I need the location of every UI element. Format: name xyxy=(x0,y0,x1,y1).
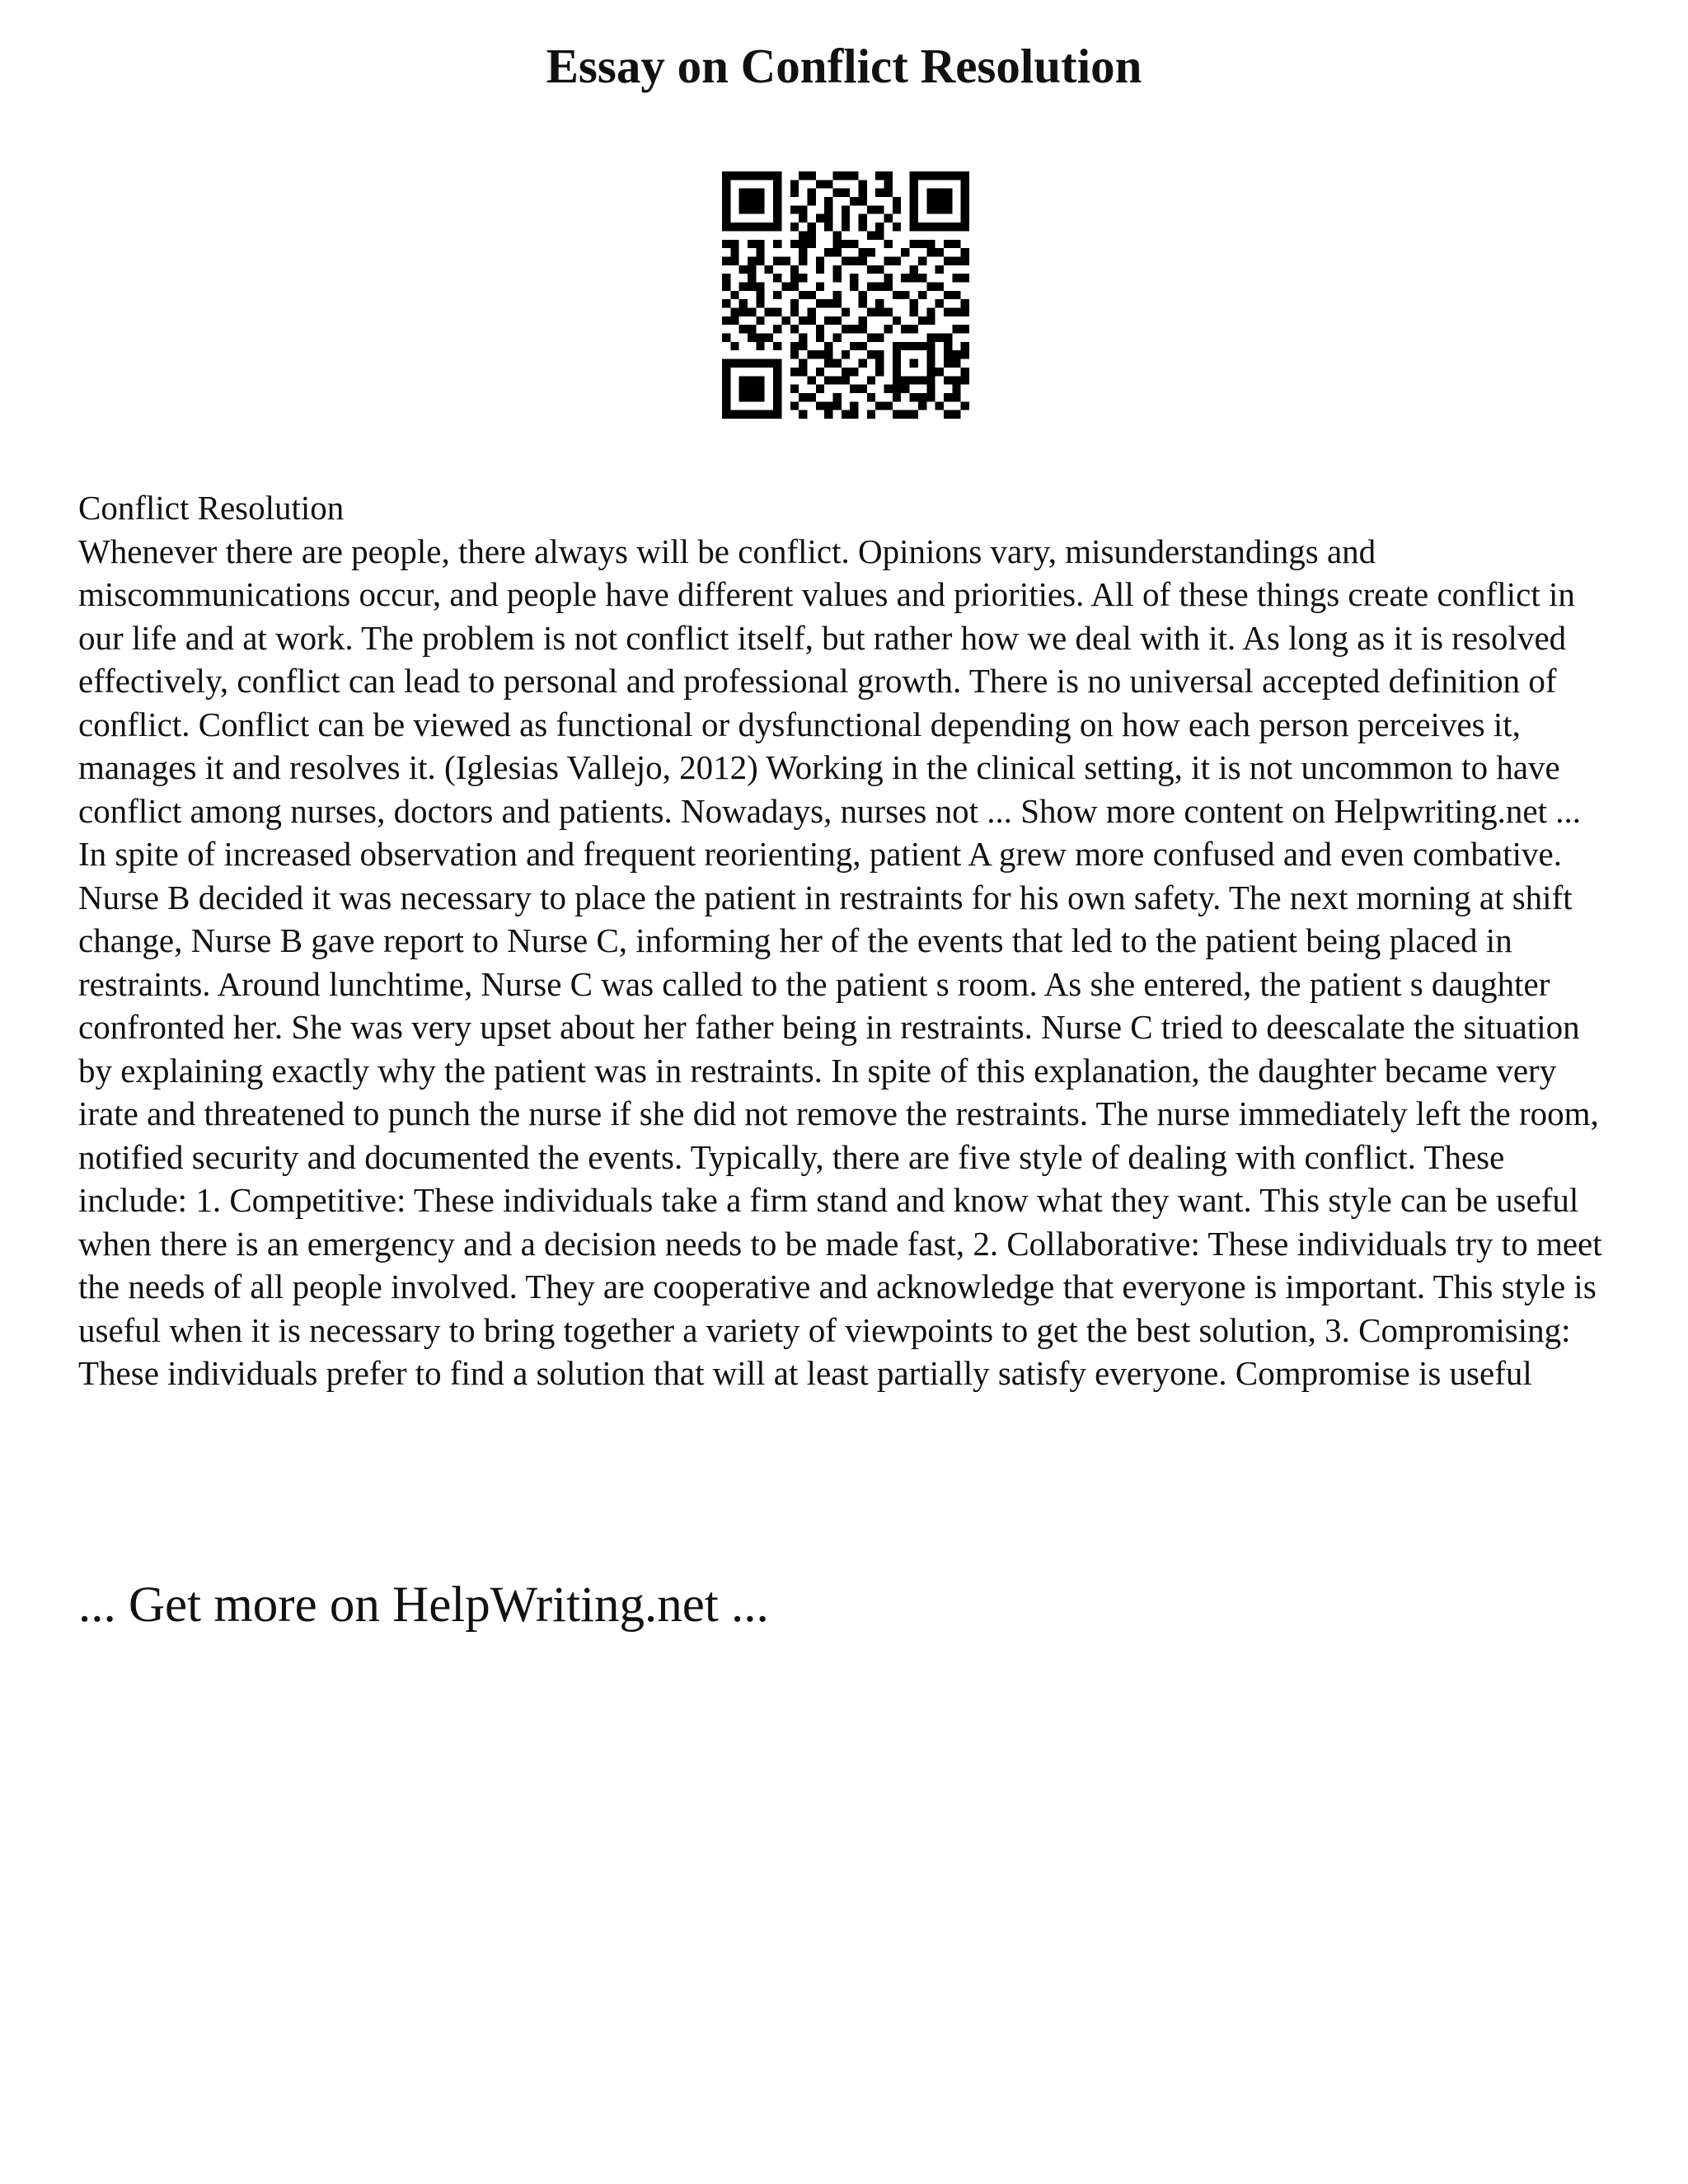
paragraph: In spite of increased observation and frequent reorienting, patient A grew more confused and even combative. Nurse B decided it was necessary to place the patient in restraints for his own safety. The next morning at shift change, Nurse B gave report to Nurse C, informing her of the events that led to the patient being placed in restraints. Around lunchtime, Nurse C was called to the patient s room. As she entered, the patient s daughter confronted her. She was very upset about her father being in restraints. Nurse C tried to deescalate the situation by explaining exactly why the patient was in restraints. In spite of this explanation, the daughter became very irate and threatened to punch the nurse if she did not remove the restraints. The nurse immediately left the room, notified security and documented the events. Typically, there are five style of dealing with conflict. These include: 1. Competitive: These individuals take a firm stand and know what they want. This style can be useful when there is an emergency and a decision needs to be made fast, 2. Collaborative: These individuals try to meet the needs of all people involved. They are cooperative and acknowledge that everyone is important. This style is useful when it is necessary to bring together a variety of viewpoints to get the best solution, 3. Compromising: These individuals prefer to find a solution that will at least partially satisfy everyone. Compromise is useful xyxy=(78,835,1602,1392)
document-title: Essay on Conflict Resolution xyxy=(546,39,1142,93)
paragraph: Whenever there are people, there always will be conflict. Opinions vary, misunderstandings and miscommunications occur, and people have different values and priorities. All of these things create conflict in our life and at work. The problem is not conflict itself, but rather how we deal with it. As long as it is resolved effectively, conflict can lead to personal and professional growth. There is no universal accepted definition of conflict. Conflict can be viewed as functional or dysfunctional depending on how each person perceives it, manages it and resolves it. (Iglesias Vallejo, 2012) Working in the clinical setting, it is not uncommon to have conflict among nurses, doctors and patients. Nowadays, nurses not ... Show more content on Helpwriting.net ... xyxy=(78,532,1582,830)
qr-code-icon xyxy=(722,171,969,419)
get-more-link[interactable]: ... Get more on HelpWriting.net ... xyxy=(78,1577,769,1633)
essay-body xyxy=(78,486,1611,1395)
section-heading: Conflict Resolution xyxy=(78,489,345,527)
